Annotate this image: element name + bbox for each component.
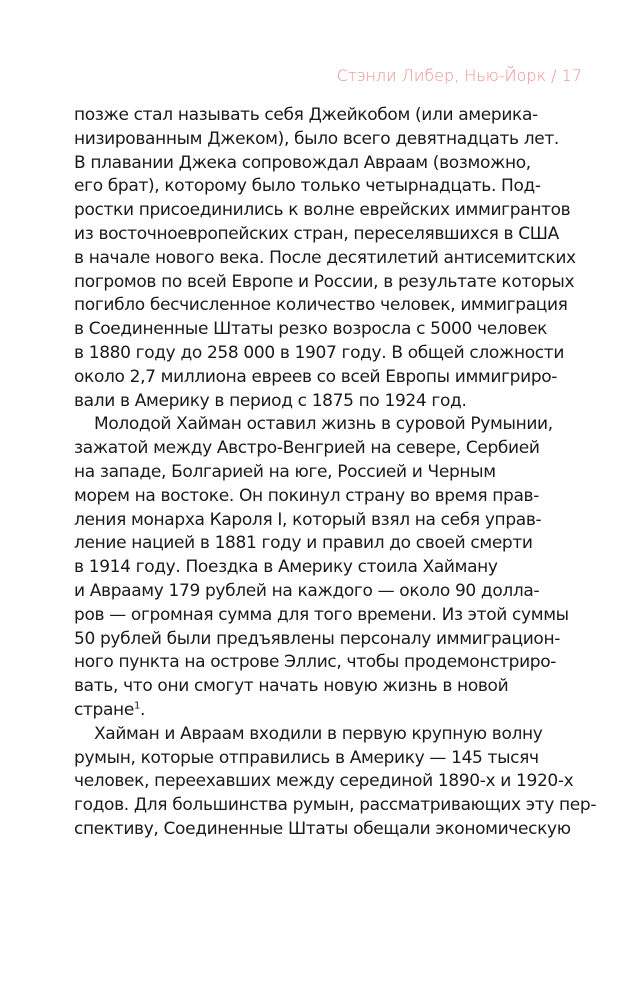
text-segment: . — [139, 699, 146, 720]
text-line: около 2,7 миллиона евреев со всей Европы иммигриро- — [74, 366, 558, 387]
text-line: зажатой между Австро-Венгрией на севере, Сербией — [74, 438, 540, 459]
footnote-marker: 1 — [133, 700, 140, 712]
text-line: ление нацией в 1881 году и правил до своей смерти — [74, 533, 533, 554]
text-line: ростки присоединились к волне еврейских иммигрантов — [74, 200, 571, 221]
text-line: его брат), которому было только четырнадцать. Под- — [74, 176, 541, 197]
body-text — [74, 104, 597, 842]
text-line: румын, которые отправились в Америку — 145 тысяч — [74, 747, 539, 768]
text-line: позже стал называть себя Джейкобом (или америка- — [74, 105, 538, 125]
text-line: ления монарха Кароля I, который взял на себя управ- — [74, 509, 542, 530]
text-line: низированным Джеком), было всего девятнадцать лет. — [74, 128, 559, 149]
running-head: Стэнли Либер, Нью-Йорк / 17 — [336, 66, 582, 85]
text-line: в Соединенные Штаты резко возросла с 5000 человек — [74, 319, 548, 340]
text-line: вали в Америку в период с 1875 по 1924 год. — [74, 390, 467, 411]
text-line: 50 рублей были предъявлены персоналу иммиграцион- — [74, 628, 560, 649]
text-line: и Аврааму 179 рублей на каждого — около 90 долла- — [74, 580, 540, 601]
text-line: в начале нового века. После десятилетий антисемитских — [74, 247, 576, 268]
text-line: человек, переехавших между серединой 1890-х и 1920-х — [74, 771, 574, 792]
text-line: погромов по всей Европе и России, в результате которых — [74, 271, 575, 292]
text-line: В плавании Джека сопровождал Авраам (возможно, — [74, 152, 531, 173]
text-line: в 1914 году. Поездка в Америку стоила Хайману — [74, 557, 498, 578]
text-line: на западе, Болгарией на юге, Россией и Черным — [74, 461, 496, 482]
text-line: в 1880 году до 258 000 в 1907 году. В общей сложности — [74, 342, 565, 363]
text-line: погибло бесчисленное количество человек, иммиграция — [74, 295, 568, 316]
text-line: из восточноевропейских стран, переселявшихся в США — [74, 223, 559, 244]
text-line: годов. Для большинства румын, рассматривающих эту пер- — [74, 795, 597, 816]
text-line-with-footnote — [74, 699, 574, 723]
text-line: морем на востоке. Он покинул страну во время прав- — [74, 485, 539, 506]
paragraph-start-line: Молодой Хайман оставил жизнь в суровой Румынии, — [94, 414, 553, 435]
text-segment: стране — [74, 699, 134, 720]
text-line: ного пункта на острове Эллис, чтобы продемонстриро- — [74, 652, 557, 673]
text-line: спективу, Соединенные Штаты обещали экономическую — [74, 818, 571, 839]
text-line: вать, что они смогут начать новую жизнь в новой — [74, 676, 509, 697]
text-line: ров — огромная сумма для того времени. Из этой суммы — [74, 604, 569, 625]
paragraph-start-line: Хайман и Авраам входили в первую крупную волну — [94, 723, 543, 744]
